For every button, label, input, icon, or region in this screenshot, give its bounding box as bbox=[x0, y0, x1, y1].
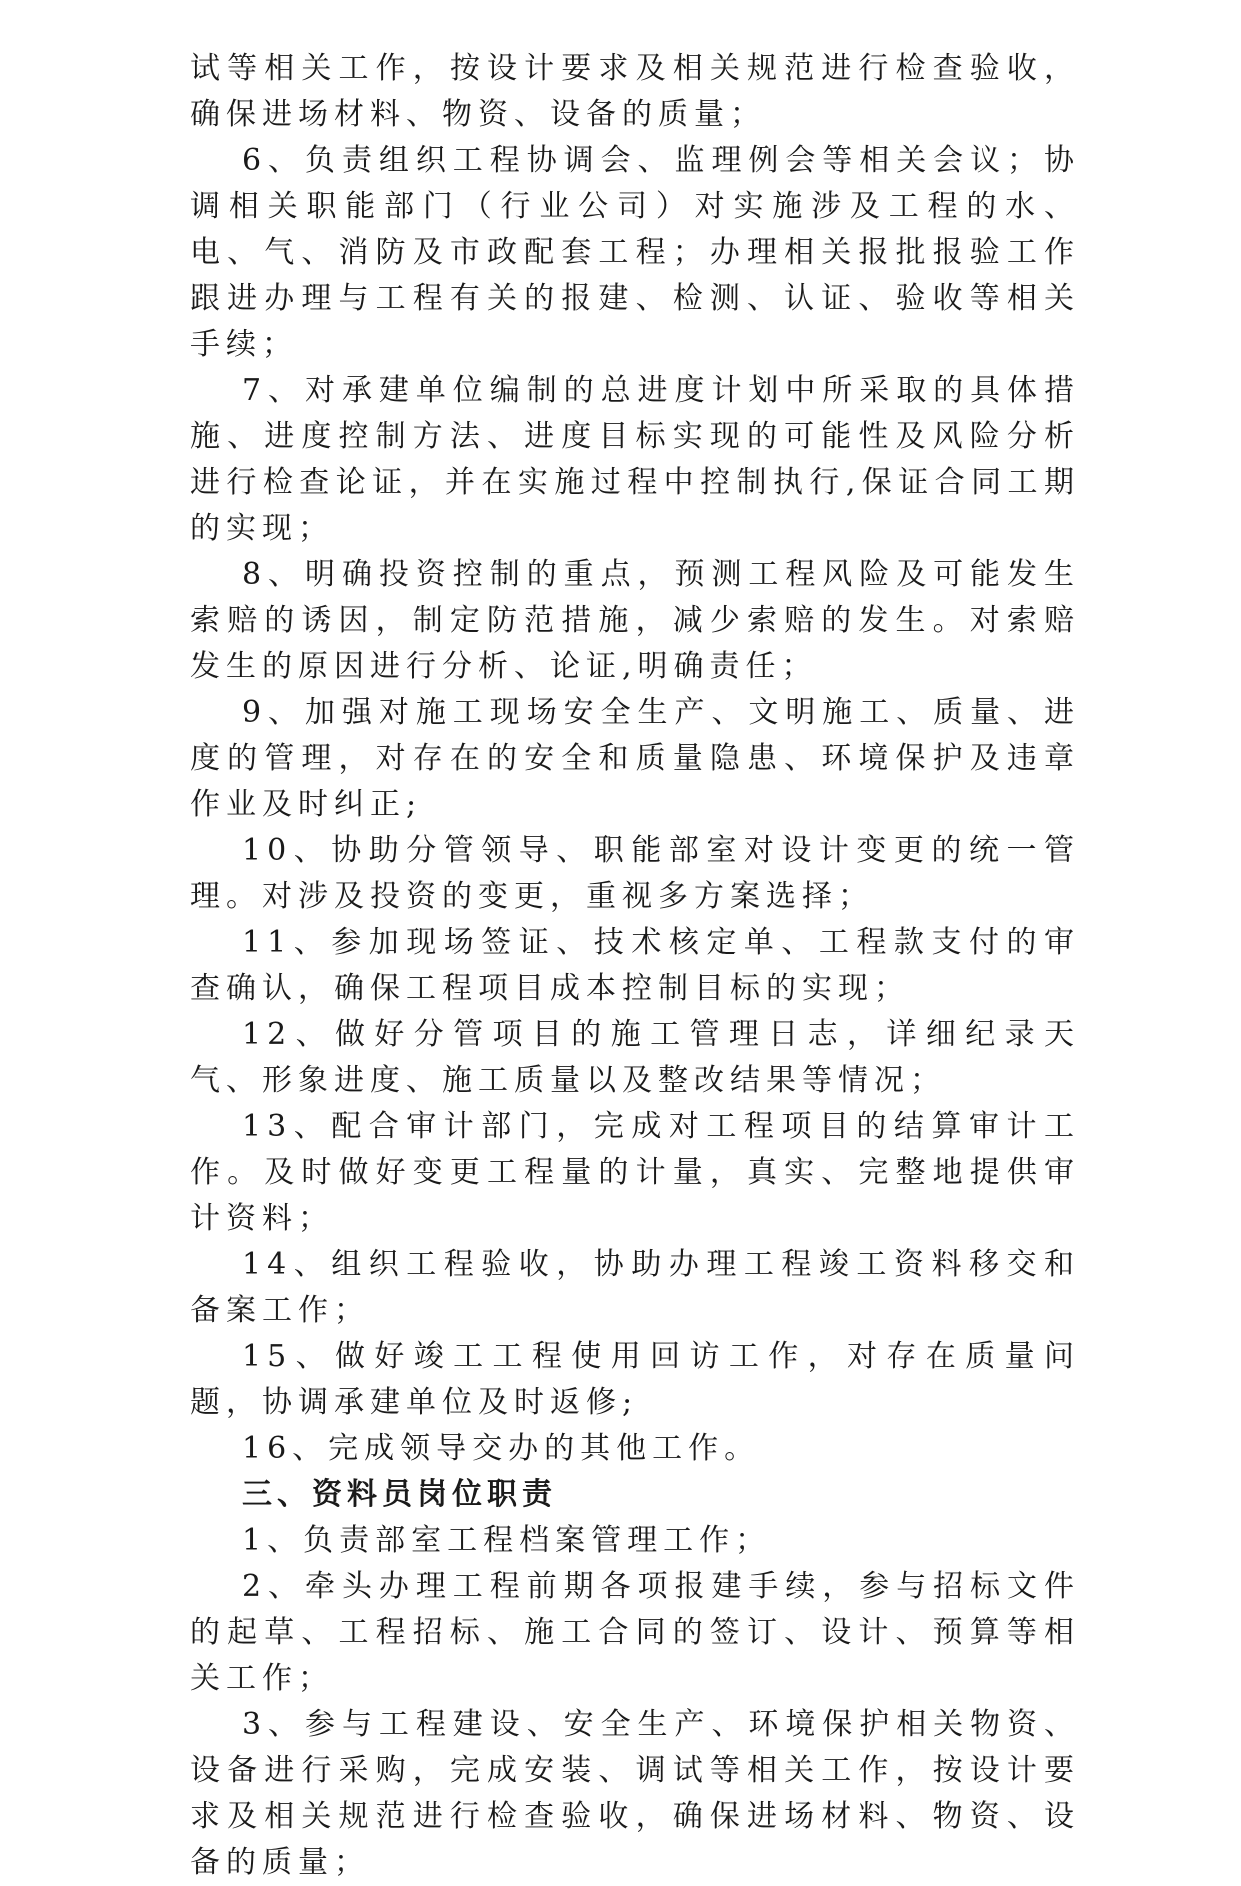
section-paragraph-2: 2、牵头办理工程前期各项报建手续，参与招标文件的起草、工程招标、施工合同的签订、设计、预算等相关工作； bbox=[190, 1569, 1080, 1696]
paragraph-item-6: 6、负责组织工程协调会、监理例会等相关会议；协调相关职能部门（行业公司）对实施涉及工程的水、电、气、消防及市政配套工程；办理相关报批报验工作跟进办理与工程有关的报建、检测、认证、验收等相关手续； bbox=[190, 143, 1080, 362]
section-paragraph-1: 1、负责部室工程档案管理工作； bbox=[242, 1523, 772, 1558]
paragraph-item-8: 8、明确投资控制的重点，预测工程风险及可能发生索赔的诱因，制定防范措施，减少索赔的发生。对索赔发生的原因进行分析、论证,明确责任； bbox=[190, 557, 1080, 684]
paragraph-item-14: 14、组织工程验收，协助办理工程竣工资料移交和备案工作； bbox=[190, 1247, 1080, 1328]
paragraph-item-7: 7、对承建单位编制的总进度计划中所采取的具体措施、进度控制方法、进度目标实现的可能性及风险分析进行检查论证，并在实施过程中控制执行,保证合同工期的实现； bbox=[190, 373, 1080, 546]
paragraph-item-15: 15、做好竣工工程使用回访工作，对存在质量问题，协调承建单位及时返修; bbox=[190, 1339, 1080, 1420]
paragraph-item-16: 16、完成领导交办的其他工作。 bbox=[242, 1431, 761, 1466]
paragraph-item-10: 10、协助分管领导、职能部室对设计变更的统一管理。对涉及投资的变更，重视多方案选择； bbox=[190, 833, 1080, 914]
paragraph-item-11: 11、参加现场签证、技术核定单、工程款支付的审查确认，确保工程项目成本控制目标的实现； bbox=[190, 925, 1080, 1006]
paragraph-item-9: 9、加强对施工现场安全生产、文明施工、质量、进度的管理，对存在的安全和质量隐患、环境保护及违章作业及时纠正; bbox=[190, 695, 1080, 822]
paragraph-continuation: 试等相关工作，按设计要求及相关规范进行检查验收，确保进场材料、物资、设备的质量； bbox=[190, 51, 1080, 132]
paragraph-item-13: 13、配合审计部门，完成对工程项目的结算审计工作。及时做好变更工程量的计量，真实、完整地提供审计资料； bbox=[190, 1109, 1080, 1236]
section-paragraph-3: 3、参与工程建设、安全生产、环境保护相关物资、设备进行采购，完成安装、调试等相关工作，按设计要求及相关规范进行检查验收，确保进场材料、物资、设备的质量； bbox=[190, 1707, 1080, 1880]
paragraph-item-12: 12、做好分管项目的施工管理日志，详细纪录天气、形象进度、施工质量以及整改结果等情况； bbox=[190, 1017, 1080, 1098]
document-body bbox=[190, 46, 1080, 1886]
section-heading: 三、资料员岗位职责 bbox=[242, 1477, 557, 1512]
